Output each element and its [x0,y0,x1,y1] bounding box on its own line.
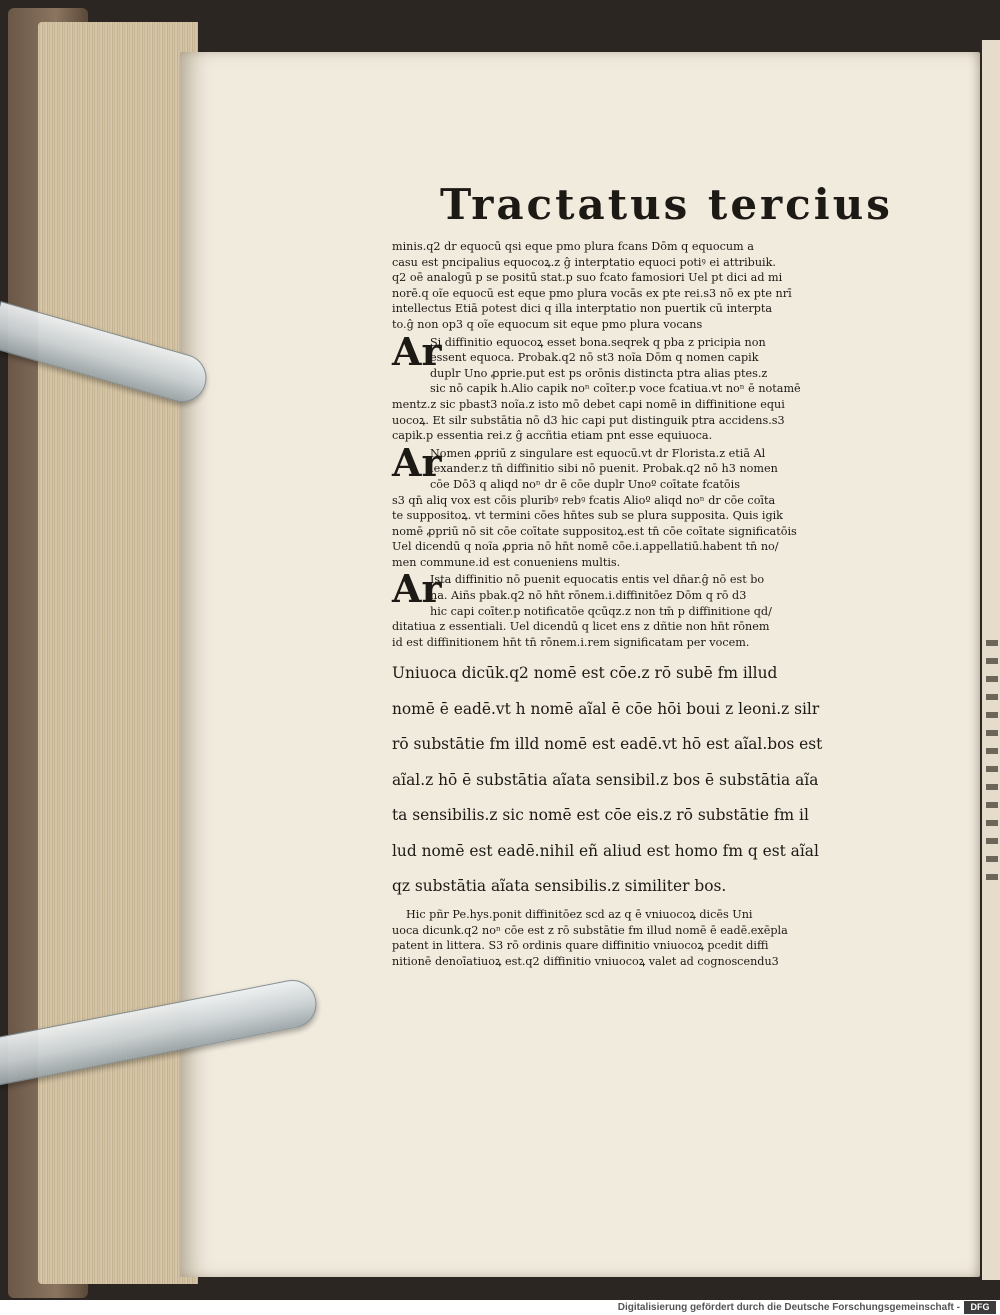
facing-page-ink [986,640,998,880]
text-line: Uniuoca dicūk.q2 nomē est cōe.z rō subē fm illud [392,664,778,683]
paragraph-4 [392,566,962,650]
page-title: Tractatus tercius [440,180,893,229]
funding-notice: Digitalisierung gefördert durch die Deutsche Forschungsgemeinschaft - [617,1302,960,1313]
commentary-paragraph [392,907,962,969]
text-line: norē.q oĩe equocū est eque pmo plura vocās ex pte rei.s3 nō ex pte nrī [392,286,792,300]
initial-letter: Ar [392,328,442,374]
page-text [392,180,962,969]
paragraph-3 [392,439,962,571]
text-line: qz substātia aĩata sensibilis.z similiter bos. [392,877,727,896]
text-line: aĩal.z hō ē substātia aĩata sensibil.z bos ē substātia aĩa [392,770,819,789]
text-line: nomē ē eadē.vt h nomē aĩal ē cōe hōi boui z leoni.z silr [392,699,820,718]
text-line: Si diffinitio equocoꝝ esset bona.seqrek q pba z pricipia non [430,335,766,349]
text-line: uoca dicunk.q2 noⁿ cōe est z rō substātie fm illud nomē ē eadē.exēpla [392,923,788,937]
text-line: rō substātie fm illd nomē est eadē.vt hō est aĩal.bos est [392,735,823,754]
text-line: hic capi coīter.p notificatōe qcūqz.z non tm̄ p diffinitione qd/ [430,604,772,618]
text-line: uocoꝝ. Et silr substātia nō d3 hic capi put distinguik ptra accidens.s3 [392,413,785,427]
page-edges [38,22,198,1284]
text-line: to.ĝ non op3 q oĩe equocum sit eque pmo plura vocans [392,317,703,331]
text-line: Hic pñr Pe.hys.ponit diffinitōez scd az q ē vniuocoꝝ dicēs Uni [406,907,753,921]
text-line: q2 oē analogū p se positū stat.p suo fcato famosiori Uel pt dici ad mi [392,271,783,285]
text-line: Uel dicendū q noĩa ꝓpria nō hn̄t nomē cōe.i.appellatiū.habent tn̄ no/ [392,540,779,554]
text-line: intellectus Etiā potest dici q illa interptatio non puertik cū interpta [392,302,773,316]
text-line: sic nō capik h.Alio capik noⁿ coīter.p voce fcatiua.vt noⁿ ē notamē [430,382,801,396]
text-line: nitionē denoīatiuoꝝ est.q2 diffinitio vniuocoꝝ valet ad cognoscendu3 [392,954,779,968]
main-text-paragraph [392,656,962,905]
paragraph-2 [392,328,962,444]
text-line: lexander.z tn̄ diffinitio sibi nō puenit. Probak.q2 nō h3 nomen [430,462,778,476]
text-line: s3 qn̄ aliq vox est cōis pluribꝰ rebꝰ fcatis Alioº aliqd noⁿ dr cōe coīta [392,493,776,507]
text-line: essent equoca. Probak.q2 nō st3 noĩa Dōm q nomen capik [430,351,759,365]
text-line: na. Aiñs pbak.q2 nō hn̄t rōnem.i.diffinitōez Dōm q rō d3 [430,589,747,603]
dfg-logo: DFG [964,1301,996,1314]
text-line: Ista diffinitio nō puenit equocatis entis vel dn̄ar.ĝ nō est bo [430,573,765,587]
footer-bar [0,1300,1000,1315]
text-line: patent in littera. S3 rō ordinis quare diffinitio vniuocoꝝ pcedit diffi [392,939,769,953]
text-line: mentz.z sic pbast3 noĩa.z isto mō debet capi nomē in diffinitione equi [392,397,785,411]
text-line: ditatiua z essentiali. Uel dicendū q licet ens z dñtie non hn̄t rōnem [392,620,770,634]
text-line: ta sensibilis.z sic nomē est cōe eis.z rō substātie fm il [392,806,809,825]
text-line: lud nomē est eadē.nihil eñ aliud est homo fm q est aĩal [392,841,819,860]
text-line: capik.p essentia rei.z ĝ accñtia etiam pnt esse equiuoca. [392,429,713,443]
text-line: te suppositoꝝ. vt termini cōes hn̄tes sub se plura supposita. Quis igik [392,509,783,523]
text-line: Nomen ꝓpriū z singulare est equocū.vt dr Florista.z etiā Al [430,446,766,460]
facing-page-edge [982,40,1000,1280]
initial-letter: Ar [392,566,442,612]
text-line: minis.q2 dr equocū qsi eque pmo plura fcans Dōm q equocum a [392,240,754,253]
initial-letter: Ar [392,439,442,485]
text-line: casu est pncipalius equocoꝝ.z ĝ interptatio equoci potiꝰ ei attribuik. [392,255,776,269]
text-line: cōe Dō3 q aliqd noⁿ dr ē cōe duplr Unoº coītate fcatōis [430,477,740,491]
text-line: duplr Uno ꝓprie.put est ps orōnis distincta ptra alias ptes.z [430,366,768,380]
text-line: nomē ꝓpriū nō sit cōe coītate suppositoꝝ.est tn̄ cōe coītate significatōis [392,524,797,538]
text-line: id est diffinitionem hn̄t tn̄ rōnem.i.rem significatam per vocem. [392,635,750,649]
text-line: men commune.id est conueniens multis. [392,555,621,569]
paragraph-1 [392,239,962,333]
